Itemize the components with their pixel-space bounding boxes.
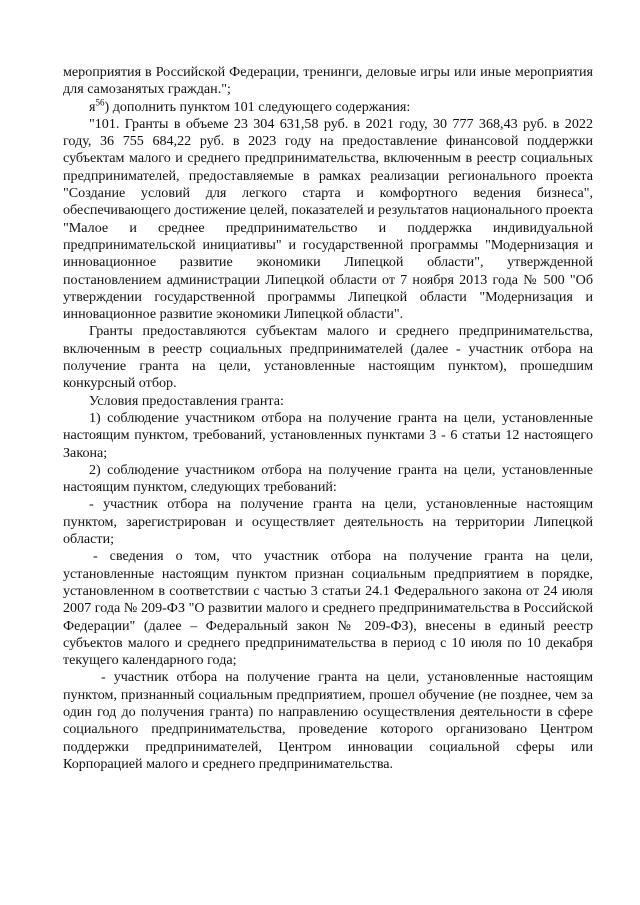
amendment-item	[63, 96, 593, 116]
item-suffix: ) дополнить пунктом 101 следующего содержания:	[104, 98, 411, 115]
condition-1: 1) соблюдение участником отбора на получение гранта на цели, установленные настоящим пунктом, требований, установленных пунктами 3 - 6 статьи 12 настоящего Закона;	[63, 409, 593, 461]
requirement-3: - участник отбора на получение гранта на цели, установленные настоящим пунктом, признанный социальным предприятием, прошел обучение (не позднее, чем за один год до получения гранта) по направлению осуществления деятельности в сфере социального предпринимательства, проведение которого организовано Центром поддержки предпринимателей, Центром инновации социальной сферы или Корпорацией малого и среднего предпринимательства.	[63, 669, 593, 772]
paragraph-continuation: мероприятия в Российской Федерации, тренинги, деловые игры или иные мероприятия для самозанятых граждан.";	[63, 64, 593, 98]
condition-2: 2) соблюдение участником отбора на получение гранта на цели, установленные настоящим пунктом, следующих требований:	[63, 461, 593, 496]
conditions-heading: Условия предоставления гранта:	[89, 392, 284, 409]
requirement-2: - сведения о том, что участник отбора на получение гранта на цели, установленные настоящим пунктом признан социальным предприятием в порядке, установленном в соответствии с частью 3 статьи 24.1 Федерального закона от 24 июля 2007 года № 209-ФЗ "О развитии малого и среднего предпринимательства в Российской Федерации" (далее – Федеральный закон № 209-ФЗ), внесены в единый реестр субъектов малого и среднего предпринимательства в период с 10 июля по 10 декабря текущего календарного года;	[63, 548, 593, 669]
requirement-1: - участник отбора на получение гранта на цели, установленные настоящим пунктом, зарегистрирован и осуществляет деятельность на территории Липецкой области;	[63, 496, 593, 548]
item-superscript: 56	[95, 96, 105, 107]
grant-paragraph: "101. Гранты в объеме 23 304 631,58 руб. в 2021 году, 30 777 368,43 руб. в 2022 году, 36 755 684,22 руб. в 2023 году на предоставление финансовой поддержки субъектам малого и среднего предпринимательства, включенным в реестр социальных предпринимателей, предоставляемые в рамках реализации регионального проекта "Создание условий для легкого старта и комфортного ведения бизнеса", обеспечивающего достижение целей, показателей и результатов национального проекта "Малое и среднее предпринимательство и поддержка индивидуальной предпринимательской инициативы" и государственной программы "Модернизация и инновационное развитие экономики Липецкой области", утвержденной постановлением администрации Липецкой области от 7 ноября 2013 года № 500 "Об утверждении государственной программы Липецкой области "Модернизация и инновационное развитие экономики Липецкой области".	[63, 115, 593, 323]
recipients-paragraph: Гранты предоставляются субъектам малого и среднего предпринимательства, включенным в реестр социальных предпринимателей (далее - участник отбора на получение гранта на цели, установленные настоящим пунктом), прошедшим конкурсный отбор.	[63, 323, 593, 392]
item-prefix: я	[89, 98, 96, 115]
document-page	[63, 64, 593, 773]
